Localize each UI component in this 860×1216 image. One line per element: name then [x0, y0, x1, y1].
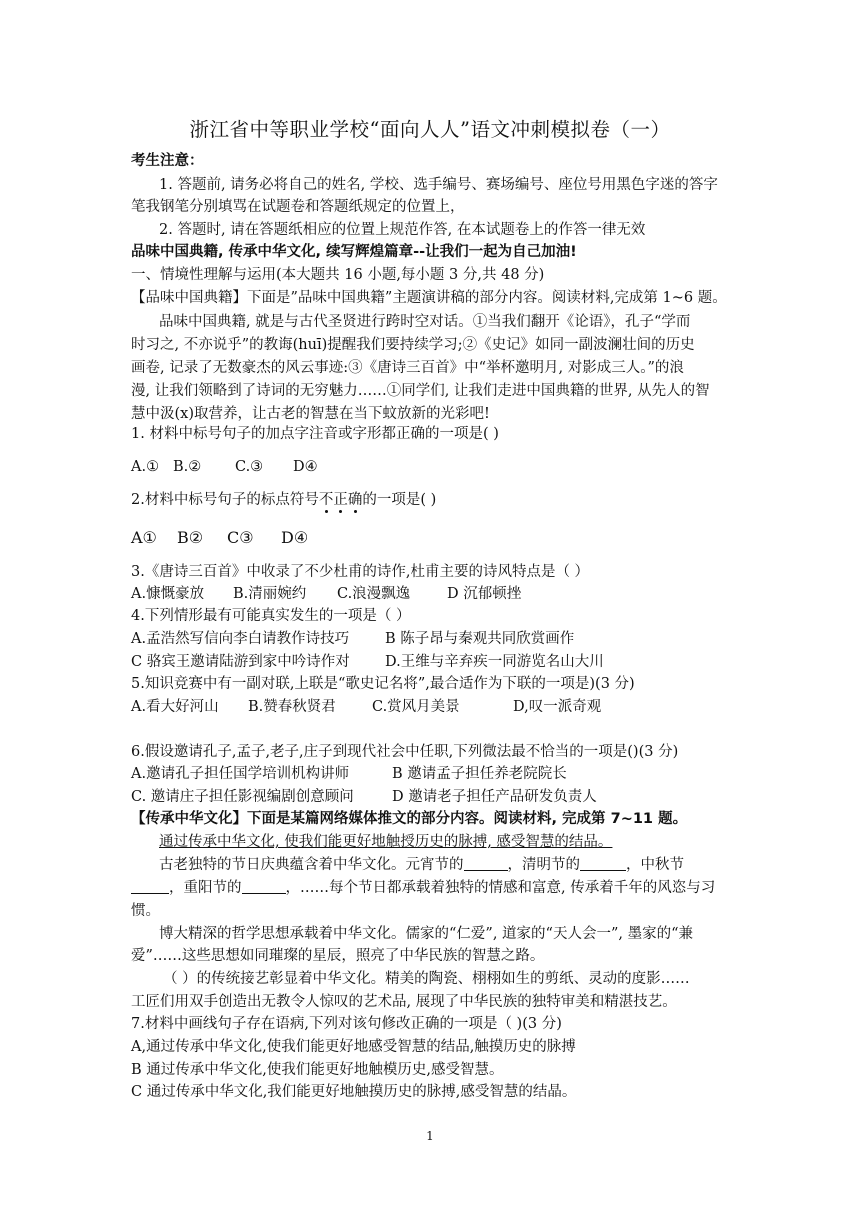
question-7-stem: 7.材料中画线句子存在语病,下列对该句修改正确的一项是（ )(3 分)	[131, 1016, 562, 1032]
q2-emphasis-char: 确	[347, 492, 363, 508]
page-number: 1	[426, 1129, 434, 1143]
q4-option-a[interactable]: A.孟浩然写信向李白请教作诗技巧	[131, 631, 350, 647]
question-6-stem: 6.假设邀请孔子,孟子,老子,庄子到现代社会中任职,下列微法最不恰当的一项是()(3 分)	[131, 744, 679, 760]
q6-option-a[interactable]: A.邀请孔子担任国学培训机构讲师	[131, 766, 350, 782]
q6-option-d[interactable]: D 邀请老子担任产品研发负责人	[392, 789, 597, 805]
q7-option-c[interactable]: C 通过传承中华文化,我们能更好地触摸历史的脉搏,感受智慧的结晶。	[131, 1084, 577, 1100]
notice-item-2: 2. 答题时, 请在答题纸相应的位置上规范作答, 在本试题卷上的作答一律无效	[159, 222, 646, 238]
part1-intro: 【品味中国典籍】下面是”品味中国典籍”主题演讲稿的部分内容。阅读材料,完成第 1~6 题。	[131, 290, 727, 306]
q1-option-c[interactable]: C.③	[235, 459, 264, 475]
part2-text: ，中秋节	[626, 857, 684, 873]
q3-option-a[interactable]: A.慷慨豪放	[131, 586, 205, 602]
part2-paragraph-line: 工匠们用双手创造出无教令人惊叹的艺术品, 展现了中华民族的独特审美和精湛技艺。	[131, 994, 677, 1010]
q3-option-d[interactable]: D 沉郁顿挫	[447, 586, 522, 602]
q2-stem-part: 2.材料中标号句子的标点符号	[131, 492, 319, 508]
part1-paragraph-line: 慧中汲(x)取营养，让古老的智慧在当下蚊放新的光彩吧!	[131, 406, 490, 422]
question-3-options	[131, 583, 731, 605]
question-6-options-row-1	[131, 763, 731, 785]
part2-text: 古老独特的节日庆典蕴含着中华文化。元宵节的	[159, 857, 464, 873]
part2-text: ，清明节的	[507, 857, 580, 873]
part2-paragraph-line: 博大精深的哲学思想承载着中华文化。儒家的“仁爱”, 道家的“天人会一”, 墨家的“兼	[159, 926, 693, 942]
question-3-stem: 3.《唐诗三百首》中收录了不少杜甫的诗作,杜甫主要的诗风特点是（ ）	[131, 564, 590, 580]
q2-stem-part: 的一项是( )	[362, 492, 437, 508]
q2-option-c[interactable]: C③	[227, 528, 254, 547]
part1-paragraph-line: 时习之, 不亦说乎”的教诲(huī)提醒我们要持续学习;②《史记》如同一副波澜壮间的历史	[131, 337, 695, 353]
fill-blank-4[interactable]	[242, 878, 286, 894]
q4-option-c[interactable]: C 骆宾王邀请陆游到家中吟诗作对	[131, 654, 350, 670]
question-5-options	[131, 696, 731, 718]
question-1-stem: 1. 材料中标号句子的加点字注音或字形都正确的一项是( )	[131, 426, 499, 442]
q3-option-b[interactable]: B.清丽婉约	[233, 586, 307, 602]
exam-title: 浙江省中等职业学校“面向人人”语文冲刺模拟卷（一）	[189, 118, 671, 141]
q4-option-b[interactable]: B 陈子昂与秦观共同欣赏画作	[385, 631, 575, 647]
question-4-stem: 4.下列情形最有可能真实发生的一项是（ ）	[131, 608, 411, 624]
q7-option-a[interactable]: A,通过传承中华文化,使我们能更好地感受智慧的结品,触摸历史的脉搏	[131, 1039, 576, 1055]
part2-paragraph-line	[131, 877, 731, 899]
q2-option-a[interactable]: A①	[131, 528, 157, 547]
question-2-stem	[131, 489, 731, 511]
underlined-sentence: 通过传承中华文化, 使我们能更好地触授历史的脉搏, 感受智慧的结品。	[159, 834, 613, 850]
q2-emphasis-char: 正	[333, 492, 348, 508]
fill-blank-3[interactable]	[131, 878, 169, 894]
part1-paragraph-line: 画卷, 记录了无数豪杰的风云事迹:③《唐诗三百首》中“举杯邀明月, 对影成三人。”的浪	[131, 360, 684, 376]
q1-option-d[interactable]: D④	[293, 459, 318, 475]
q1-option-b[interactable]: B.②	[173, 459, 202, 475]
q6-option-b[interactable]: B 邀请孟子担任养老院院长	[392, 766, 567, 782]
q5-option-b[interactable]: B.赞春秋贤君	[248, 699, 336, 715]
question-4-options-row-1	[131, 628, 731, 650]
part2-text: ，重阳节的	[169, 880, 242, 896]
fill-blank-1[interactable]	[464, 855, 508, 871]
part2-paragraph-line: 惯。	[131, 903, 160, 919]
notice-item-1-line-1: 1. 答题前, 请务必将自己的姓名, 学校、选手编号、赛场编号、座位号用黑色字迷的答字	[159, 177, 718, 193]
question-6-options-row-2	[131, 786, 731, 808]
q6-option-c[interactable]: C. 邀请庄子担任影视编剧创意顾问	[131, 789, 354, 805]
q5-option-d[interactable]: D,叹一派奇观	[513, 699, 602, 715]
q2-emphasis-char: 不	[318, 492, 334, 508]
question-1-options	[131, 456, 731, 478]
part2-paragraph-line	[159, 854, 759, 876]
question-5-stem: 5.知识竞赛中有一副对联,上联是“歌史记名将”,最合适作为下联的一项是)(3 分)	[131, 676, 635, 692]
part2-paragraph-line: 爱”……这些思想如同璀璨的星辰，照亮了中华民族的智慧之路。	[131, 948, 545, 964]
q3-option-c[interactable]: C.浪漫飘逸	[337, 586, 411, 602]
part2-text: ，……每个节日都承载着独特的情感和富意, 传承着千年的风恣与习	[285, 880, 716, 896]
slogan: 品味中国典籍, 传承中华文化, 续写辉煌篇章--让我们一起为自己加油!	[131, 244, 577, 260]
section-heading-1: 一、情境性理解与运用(本大题共 16 小题,每小题 3 分,共 48 分)	[131, 267, 545, 283]
part2-intro: 【传承中华文化】下面是某篇网络媒体推文的部分内容。阅读材料, 完成第 7~11 题。	[131, 811, 688, 827]
q4-option-d[interactable]: D.王维与辛弃疾一同游览名山大川	[385, 654, 604, 670]
fill-blank-2[interactable]	[580, 855, 626, 871]
q2-option-d[interactable]: D④	[281, 528, 309, 547]
q5-option-c[interactable]: C.赏风月美景	[372, 699, 460, 715]
q7-option-b[interactable]: B 通过传承中华文化,使我们能更好地触模历史,感受智慧。	[131, 1062, 504, 1078]
q2-option-b[interactable]: B②	[177, 528, 204, 547]
notice-item-1-line-2: 笔我钢笔分别填骂在试题卷和答题纸规定的位置上，	[131, 199, 465, 215]
q1-option-a[interactable]: A.①	[131, 459, 160, 475]
notice-heading: 考生注意：	[131, 153, 204, 169]
part1-paragraph-line: 漫, 让我们领略到了诗词的无穷魅力……①同学们, 让我们走进中国典籍的世界, 从先人的智	[131, 383, 710, 399]
question-2-options	[131, 527, 731, 549]
part1-paragraph-line: 品味中国典籍, 就是与古代圣贤进行跨时空对话。①当我们翻开《论语》，孔子“学而	[159, 314, 691, 330]
question-4-options-row-2	[131, 651, 731, 673]
q5-option-a[interactable]: A.看大好河山	[131, 699, 219, 715]
part2-paragraph-line: （ ）的传统接艺彰显着中华文化。精美的陶瓷、栩栩如生的剪纸、灵动的度影……	[163, 971, 690, 987]
